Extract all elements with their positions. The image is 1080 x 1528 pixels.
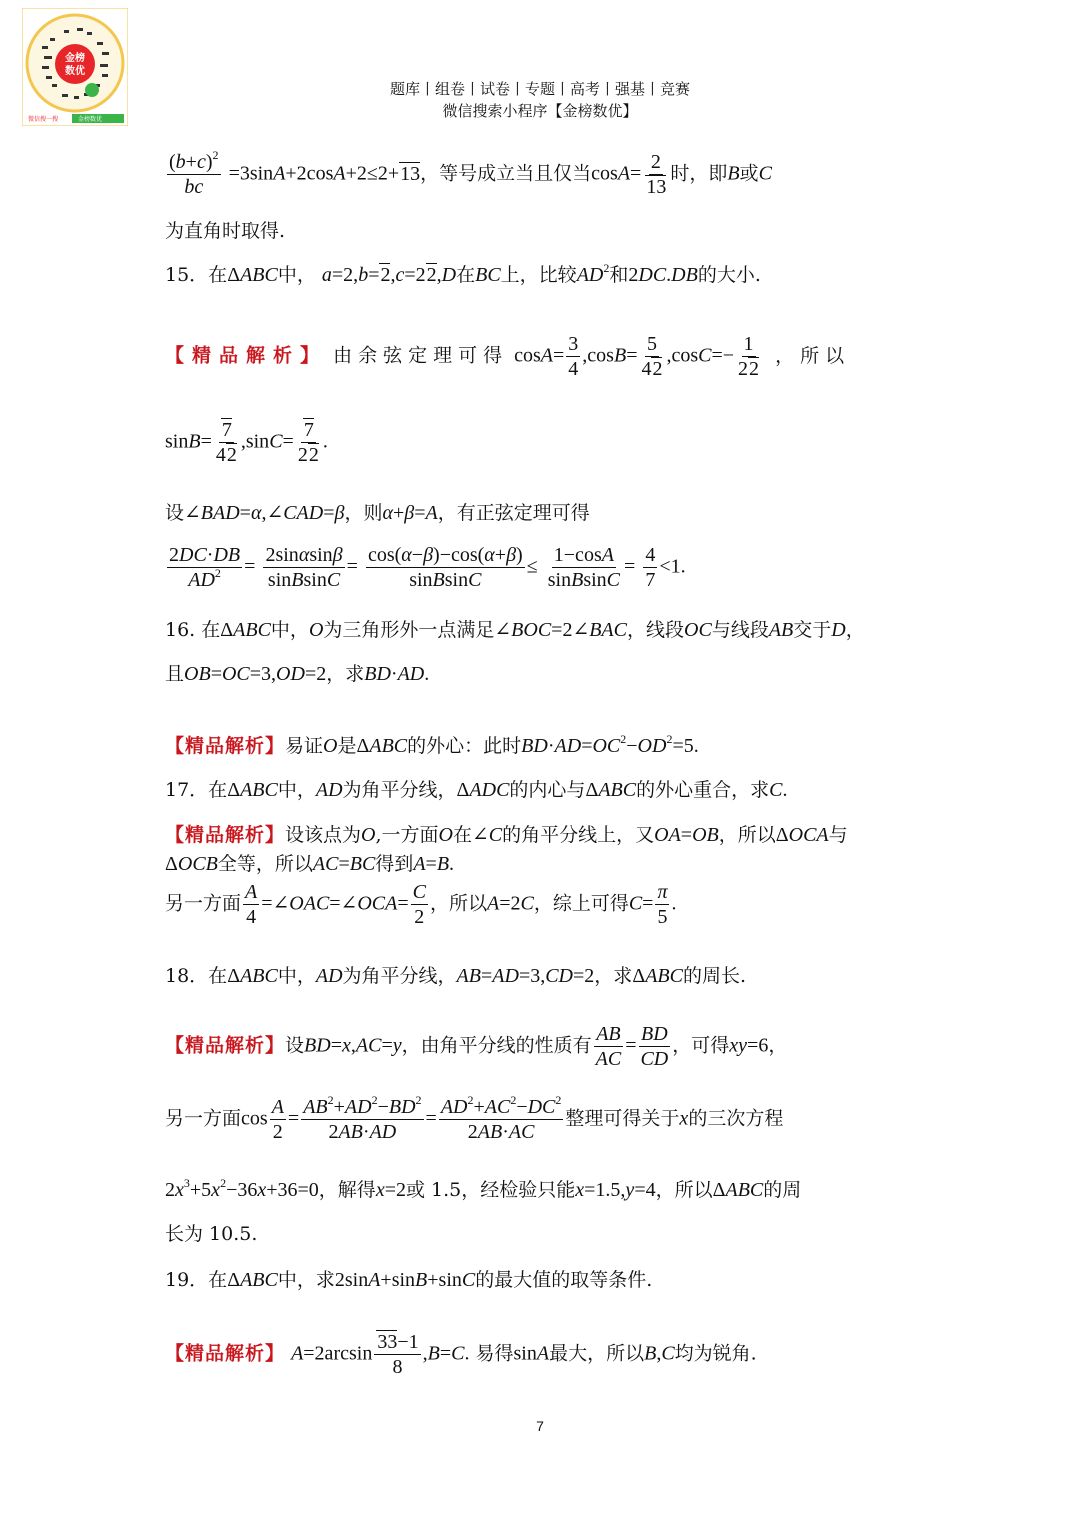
solution-15: 【精品解析】 由余弦定理可得 cosA= $\frac{3}{4}$ ,cosB= $\frac{5}{42}$ ,cosC=− $\frac{1}{22}$ ，所以 [165,333,851,380]
line-2: 为直角时取得. [165,220,286,242]
svg-text:微信搜一搜: 微信搜一搜 [28,116,59,123]
solution-16: 【精品解析】易证O是ΔABC的外心：此时$BD\cdot AD=OC^2-OD^2=5$. [165,732,699,757]
solution-18-end: 长为 10.5. [165,1223,258,1245]
solution-17-cont: ΔOCB全等，所以AC=BC得到A=B. [165,853,455,875]
page-number: 7 [536,1418,544,1434]
question-17: 17．在ΔABC中，AD为角平分线，ΔADC的内心与ΔABC的外心重合，求C. [165,779,788,801]
line-1: $\frac{(b+c)^2}{bc}$ =3sinA+2cosA+2≤2+13，等号成立当且仅当cosA= $\frac{2}{13}$ 时，即B或C [169,148,772,198]
solution-18-cubic: $2x^3+5x^2-36x+36=0$，解得x=2或 1.5，经检验只能x=1.5,y=4，所以ΔABC的周 [165,1176,802,1201]
question-15: 15．在ΔABC中， a=2,b=2,c=22,D在BC上，比较$AD^2$和2DC.DB的大小. [165,261,761,286]
set-angles: 设∠BAD=α,∠CAD=β，则α+β=A，有正弦定理可得 [165,502,590,524]
question-16: 16. 在ΔABC中，O为三角形外一点满足∠BOC=2∠BAC，线段OC与线段AB交于D， [165,619,865,641]
question-19: 19．在ΔABC中，求2sinA+sinB+sinC的最大值的取等条件. [165,1269,653,1291]
svg-text:金榜: 金榜 [65,53,85,64]
solution-18-cos: 另一方面cos $\frac{A}{2}$ = $\frac{AB^2+AD^2-BD^2}{2AB\cdot AD}$ = $\frac{AD^2+AC^2-DC^2}{2AB\cdot AC}$ 整理可得关于x的三次方程 [165,1093,784,1143]
header-subtitle: 微信搜索小程序【金榜数优】 [442,102,638,120]
solution-tag: 【精品解析】 [165,344,328,367]
svg-text:数优: 数优 [65,66,85,77]
solution-17-cont2: 另一方面 $\frac{A}{4}$ =∠OAC=∠OCA= $\frac{C}{2}$ ，所以A=2C，综上可得C= $\frac{\pi}{5}$ . [165,881,677,928]
sin-values: sinB= $\frac{7}{42}$ ,sinC= $\frac{7}{22}$ . [165,419,328,466]
solution-17: 【精品解析】设该点为O,一方面O在∠C的角平分线上，又OA=OB，所以ΔOCA与 [165,824,848,846]
question-16-cont: 且OB=OC=3,OD=2，求BD·AD. [165,663,430,685]
solution-19: 【精品解析】 A=2arcsin $\frac{33-1}{8}$ ,B=C. 易得sinA最大，所以B,C均为锐角. [165,1331,757,1378]
header-nav: 题库丨组卷丨试卷丨专题丨高考丨强基丨竞赛 [389,80,690,98]
svg-text:金榜数优: 金榜数优 [78,116,103,123]
solution-18: 【精品解析】设BD=x,AC=y，由角平分线的性质有 $\frac{AB}{AC}$ = $\frac{BD}{CD}$ ，可得xy=6， [165,1023,788,1070]
question-18: 18．在ΔABC中，AD为角平分线，AB=AD=3,CD=2，求ΔABC的周长. [165,965,747,987]
ratio-inequality: $\frac{2DC\cdot DB}{AD^2}$ = $\frac{2\sin\alpha\sin\beta}{\text{sinBsinC}}$ = $\frac{\cos(\alpha-\beta)-\cos(\alpha+\beta)}{\text{sinBsinC}}$ ≤ $\frac{1-\cos A}{\text{sinBsinC}}$ = $\frac{4}{7}$ <1. [169,544,686,591]
